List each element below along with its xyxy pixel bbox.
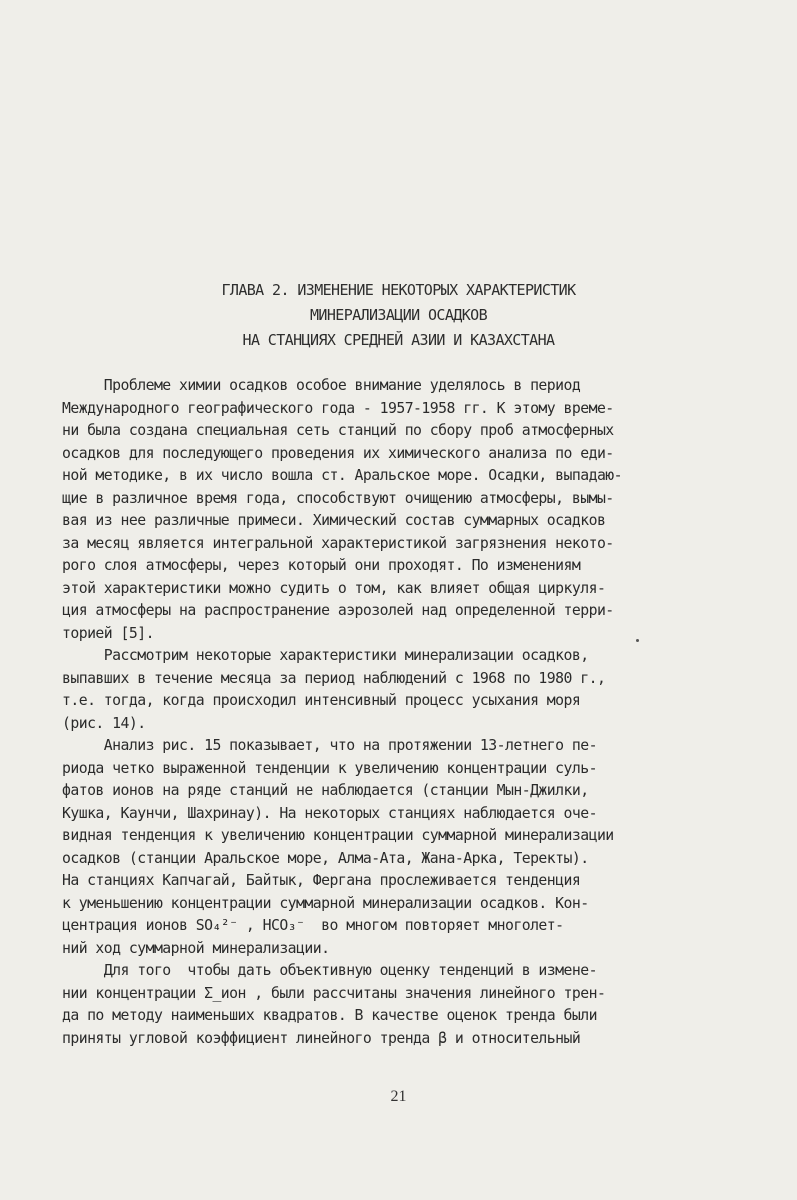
text-line: Анализ рис. 15 показывает, что на протяжении 13-летнего пе- [62, 737, 597, 754]
text-line: этой характеристики можно судить о том, как влияет общая циркуля- [62, 579, 606, 597]
chapter-heading [0, 278, 797, 353]
text-line: Для того чтобы дать объективную оценку тенденций в измене- [62, 962, 597, 979]
text-line: приняты угловой коэффициент линейного тренда β и относительный [62, 1029, 581, 1047]
text-line: ни была создана специальная сеть станций по сбору проб атмосферных [62, 422, 614, 439]
text-line: видная тенденция к увеличению концентрации суммарной минерализации [62, 827, 614, 844]
text-line: (рис. 14). [62, 714, 146, 732]
text-line: ция атмосферы на распространение аэрозолей над определенной терри- [62, 602, 614, 619]
text-line: выпавших в течение месяца за период наблюдений с 1968 по 1980 г., [62, 669, 606, 687]
text-line: т.е. тогда, когда происходил интенсивный процесс усыхания моря [62, 692, 581, 709]
text-line: осадков для последующего проведения их химического анализа по еди- [62, 444, 614, 462]
text-line: Кушка, Каунчи, Шахринау). На некоторых станциях наблюдается оче- [62, 804, 597, 822]
text-line: На станциях Капчагай, Байтык, Фергана прослеживается тенденция [62, 872, 581, 889]
paper-speck [636, 639, 639, 642]
text-line: Рассмотрим некоторые характеристики минерализации осадков, [62, 647, 589, 664]
text-line: к уменьшению концентрации суммарной минерализации осадков. Кон- [62, 894, 589, 912]
text-line: ний ход суммарной минерализации. [62, 939, 330, 957]
text-line: нии концентрации Σ_ион , были рассчитаны значения линейного трен- [62, 984, 606, 1002]
chapter-heading-line-1: ГЛАВА 2. ИЗМЕНЕНИЕ НЕКОТОРЫХ ХАРАКТЕРИСТИК [221, 281, 576, 299]
text-line: щие в различное время года, способствуют очищению атмосферы, вымы- [62, 489, 614, 507]
text-line: риода четко выраженной тенденции к увеличению концентрации суль- [62, 759, 597, 777]
text-line: фатов ионов на ряде станций не наблюдается (станции Мын-Джилки, [62, 782, 589, 799]
text-line: ной методике, в их число вошла ст. Аральское море. Осадки, выпадаю- [62, 467, 623, 484]
text-line: вая из нее различные примеси. Химический состав суммарных осадков [62, 512, 606, 529]
text-line: за месяц является интегральной характеристикой загрязнения некото- [62, 534, 614, 552]
chapter-heading-line-2: МИНЕРАЛИЗАЦИИ ОСАДКОВ [309, 306, 488, 324]
chapter-heading-line-3: НА СТАНЦИЯХ СРЕДНЕЙ АЗИИ И КАЗАХСТАНА [242, 331, 555, 349]
text-line: осадков (станции Аральское море, Алма-Ата, Жана-Арка, Теректы). [62, 849, 589, 867]
body-text [62, 375, 702, 1050]
text-line: да по методу наименьших квадратов. В качестве оценок тренда были [62, 1007, 597, 1024]
text-line: Проблеме химии осадков особое внимание уделялось в период [62, 377, 581, 394]
page-number: 21 [390, 1088, 407, 1105]
text-line: рого слоя атмосферы, через который они проходят. По изменениям [62, 557, 581, 574]
text-line: Международного географического года - 1957-1958 гг. К этому време- [62, 399, 614, 417]
text-line: торией [5]. [62, 624, 154, 642]
text-line: центрация ионов SO₄²⁻ , HCO₃⁻ во многом повторяет многолет- [62, 917, 564, 934]
